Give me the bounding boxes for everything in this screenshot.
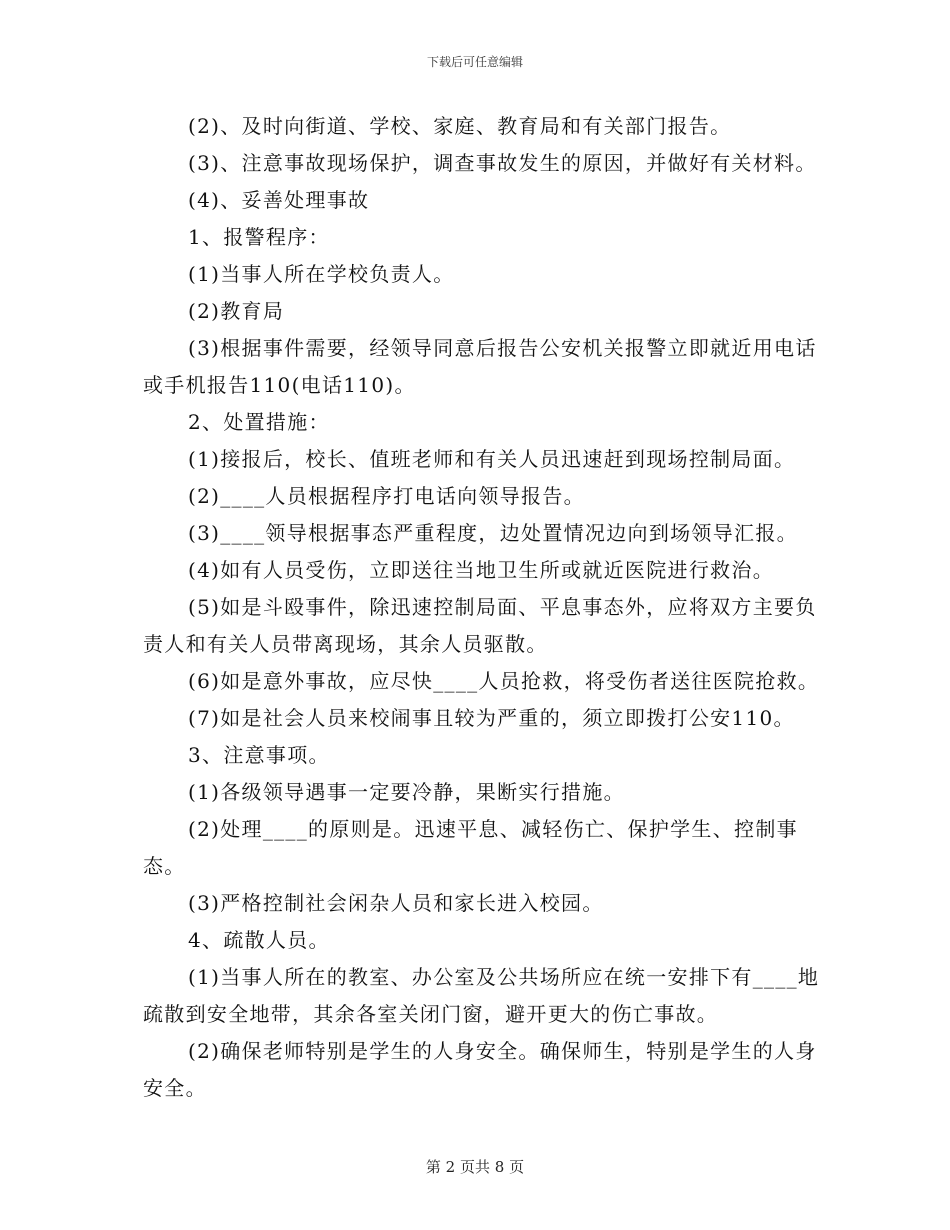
paragraph: (2)____人员根据程序打电话向领导报告。 bbox=[188, 484, 585, 508]
document-body bbox=[143, 108, 823, 1107]
paragraph: (3)根据事件需要，经领导同意后报告公安机关报警立即就近用电话或手机报告110(电话110)。 bbox=[143, 336, 817, 397]
page-header: 下载后可任意编辑 bbox=[426, 55, 523, 69]
paragraph: (2)确保老师特别是学生的人身安全。确保师生，特别是学生的人身安全。 bbox=[143, 1039, 817, 1100]
paragraph: (4)如有人员受伤，立即送往当地卫生所或就近医院进行救治。 bbox=[188, 558, 775, 582]
paragraph: (3)____领导根据事态严重程度，边处置情况边向到场领导汇报。 bbox=[188, 521, 798, 545]
section-heading: 4、疏散人员。 bbox=[188, 928, 330, 952]
paragraph: (2)处理____的原则是。迅速平息、减轻伤亡、保护学生、控制事态。 bbox=[143, 817, 798, 878]
paragraph: (2)、及时向街道、学校、家庭、教育局和有关部门报告。 bbox=[188, 114, 732, 138]
section-heading: 2、处置措施： bbox=[188, 410, 330, 434]
paragraph: (5)如是斗殴事件，除迅速控制局面、平息事态外，应将双方主要负责人和有关人员带离现场，其余人员驱散。 bbox=[143, 595, 817, 656]
paragraph: (1)接报后，校长、值班老师和有关人员迅速赶到现场控制局面。 bbox=[188, 447, 796, 471]
paragraph: (7)如是社会人员来校闹事且较为严重的，须立即拨打公安110。 bbox=[188, 706, 795, 730]
paragraph: (3)严格控制社会闲杂人员和家长进入校园。 bbox=[188, 891, 604, 915]
section-heading: 1、报警程序： bbox=[188, 225, 330, 249]
page-footer: 第 2 页共 8 页 bbox=[425, 1158, 525, 1176]
paragraph: (2)教育局 bbox=[188, 299, 285, 323]
paragraph: (3)、注意事故现场保护，调查事故发生的原因，并做好有关材料。 bbox=[188, 151, 817, 175]
paragraph: (4)、妥善处理事故 bbox=[188, 188, 370, 212]
paragraph: (1)当事人所在学校负责人。 bbox=[188, 262, 455, 286]
paragraph: (1)各级领导遇事一定要冷静，果断实行措施。 bbox=[188, 780, 625, 804]
paragraph: (6)如是意外事故，应尽快____人员抢救，将受伤者送往医院抢救。 bbox=[188, 669, 820, 693]
paragraph: (1)当事人所在的教室、办公室及公共场所应在统一安排下有____地疏散到安全地带，其余各室关闭门窗，避开更大的伤亡事故。 bbox=[143, 965, 820, 1026]
section-heading: 3、注意事项。 bbox=[188, 743, 330, 767]
